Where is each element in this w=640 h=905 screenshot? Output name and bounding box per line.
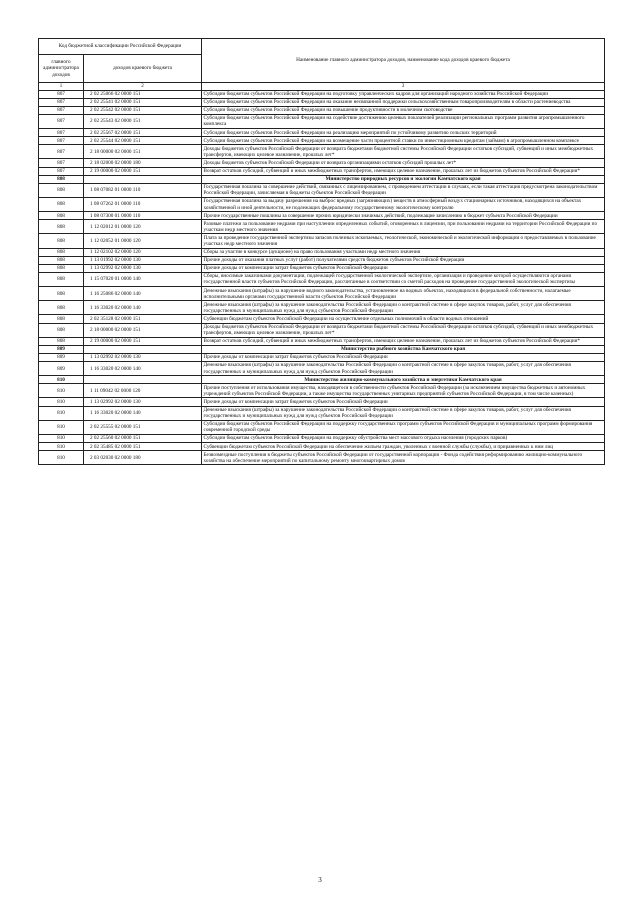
revenue-name-cell: Денежные взыскания (штрафы) за нарушение законодательства Российской Федерации о контрактной системе в сфере закупок товаров, работ, услуг для обеспечения государственных и муниципальных нужд для нужд субъектов Российской Федерации — [202, 301, 605, 315]
admin-code-cell: 808 — [39, 256, 84, 264]
admin-code-cell: 808 — [39, 220, 84, 234]
revenue-code-cell: 1 13 02992 02 0000 130 — [84, 398, 202, 406]
revenue-name-cell: Субсидии бюджетам субъектов Российской Федерации на повышение продуктивности в молочном скотоводстве — [202, 106, 605, 114]
revenue-code-cell: 1 13 02992 02 0000 130 — [84, 353, 202, 361]
admin-code-cell: 807 — [39, 114, 84, 128]
revenue-code-cell: 1 12 02052 01 0000 120 — [84, 234, 202, 248]
revenue-code-cell: 2 18 00000 02 0000 151 — [84, 323, 202, 337]
admin-code-cell: 808 — [39, 234, 84, 248]
revenue-code-cell: 2 03 02030 02 0000 180 — [84, 451, 202, 465]
table-row — [39, 106, 605, 114]
table-row — [39, 159, 605, 167]
admin-code-cell: 807 — [39, 167, 84, 175]
revenue-code-cell: 1 12 02102 02 0000 120 — [84, 248, 202, 256]
table-row — [39, 398, 605, 406]
revenue-name-cell: Прочие поступления от использования имущества, находящегося в собственности субъектов Российской Федерации (за исключением имущества бюджетных и автономных учреждений субъектов Российской Федерации, а также имущества государственных унитарных предприятий субъектов Российской Федерации, в том числе казенных) — [202, 384, 605, 398]
header-code-column: доходов краевого бюджета — [84, 55, 202, 83]
table-row — [39, 420, 605, 434]
revenue-name-cell: Субсидии бюджетам субъектов Российской Федерации на возмещение части процентной ставки по инвестиционным кредитам (займам) в агропромышленном комплексе — [202, 137, 605, 145]
revenue-name-cell: Плата за проведение государственной экспертизы запасов полезных ископаемых, геологической, экономической и экологической информации о предоставляемых в пользование участках недр местного значения — [202, 234, 605, 248]
revenue-code-cell: 2 19 00000 02 0000 151 — [84, 167, 202, 175]
admin-code-cell: 808 — [39, 175, 84, 183]
table-row — [39, 264, 605, 272]
table-row — [39, 315, 605, 323]
revenue-code-cell: 1 08 07300 01 0000 110 — [84, 212, 202, 220]
revenue-code-cell: 2 02 25543 02 0000 151 — [84, 114, 202, 128]
revenue-code-cell: 1 11 09042 02 0000 120 — [84, 384, 202, 398]
revenue-name-cell: Прочие доходы от компенсации затрат бюджетов субъектов Российской Федерации — [202, 264, 605, 272]
revenue-code-cell: 2 02 25555 02 0000 151 — [84, 420, 202, 434]
admin-code-cell: 810 — [39, 406, 84, 420]
admin-code-cell: 810 — [39, 451, 84, 465]
admin-code-cell: 807 — [39, 145, 84, 159]
table-row — [39, 451, 605, 465]
table-row — [39, 361, 605, 375]
revenue-name-cell: Субсидии бюджетам субъектов Российской Федерации на реализацию мероприятий по устойчивому развитию сельских территорий — [202, 129, 605, 137]
revenue-code-cell — [84, 376, 202, 384]
table-row — [39, 443, 605, 451]
table-row — [39, 301, 605, 315]
revenue-name-cell: Государственная пошлина за выдачу разрешения на выброс вредных (загрязняющих) веществ в атмосферный воздух стационарных источников, находящихся на объектах хозяйственной и иной деятельности, не подлежащих федеральному государственному экологическому контролю — [202, 197, 605, 211]
table-row — [39, 197, 605, 211]
revenue-name-cell: Субвенции бюджетам субъектов Российской Федерации на обеспечение жильем граждан, уволенных с военной службы (службы), и приравненных к ним лиц — [202, 443, 605, 451]
table-row — [39, 145, 605, 159]
revenue-name-cell: Прочие доходы от компенсации затрат бюджетов субъектов Российской Федерации — [202, 353, 605, 361]
admin-code-cell: 808 — [39, 183, 84, 197]
revenue-code-cell: 1 12 02012 01 0000 120 — [84, 220, 202, 234]
page-number: 3 — [318, 876, 322, 884]
admin-code-cell: 810 — [39, 443, 84, 451]
admin-code-cell: 807 — [39, 129, 84, 137]
revenue-code-cell: 1 08 07262 01 0000 110 — [84, 197, 202, 211]
admin-code-cell: 809 — [39, 345, 84, 353]
header-group-title: Код бюджетной классификации Российской Федерации — [39, 39, 202, 55]
header-name-column: Наименование главного администратора доходов, наименование кода доходов краевого бюджета — [202, 39, 605, 83]
table-row — [39, 256, 605, 264]
revenue-name-cell: Доходы бюджетов субъектов Российской Федерации от возврата бюджетами бюджетной системы Российской Федерации остатков субсидий, субвенций и иных межбюджетных трансфертов, имеющих целевое назначение, прошлых лет* — [202, 145, 605, 159]
table-row — [39, 220, 605, 234]
admin-code-cell: 808 — [39, 197, 84, 211]
revenue-code-cell: 2 02 25560 02 0000 151 — [84, 434, 202, 442]
column-number-3: 3 — [202, 83, 605, 91]
table-row — [39, 212, 605, 220]
table-row — [39, 234, 605, 248]
section-title-cell: Министерство природных ресурсов и экологии Камчатского края — [202, 175, 605, 183]
revenue-name-cell: Субвенции бюджетам субъектов Российской Федерации на осуществление отдельных полномочий в области водных отношений — [202, 315, 605, 323]
admin-code-cell: 808 — [39, 264, 84, 272]
revenue-code-cell: 2 18 00000 02 0000 151 — [84, 145, 202, 159]
revenue-code-cell: 2 02 25541 02 0000 151 — [84, 98, 202, 106]
table-row — [39, 406, 605, 420]
revenue-code-cell: 1 13 02992 02 0000 130 — [84, 264, 202, 272]
table-row — [39, 272, 605, 286]
table-row — [39, 287, 605, 301]
admin-code-cell: 808 — [39, 315, 84, 323]
admin-code-cell: 808 — [39, 301, 84, 315]
revenue-name-cell: Государственная пошлина за совершение действий, связанных с лицензированием, с проведением аттестации в случаях, если такая аттестация предусмотрена законодательством Российской Федерации, зачисляемая в бюджеты субъектов Российской Федерации — [202, 183, 605, 197]
table-body — [39, 90, 605, 465]
table-row — [39, 98, 605, 106]
admin-code-cell: 808 — [39, 337, 84, 345]
admin-code-cell: 810 — [39, 376, 84, 384]
admin-code-cell: 808 — [39, 272, 84, 286]
admin-code-cell: 808 — [39, 248, 84, 256]
table-row — [39, 434, 605, 442]
table-row — [39, 183, 605, 197]
revenue-name-cell: Денежные взыскания (штрафы) за нарушение водного законодательства, установленное на водных объектах, находящихся в федеральной собственности, налагаемые исполнительными органами государственной власти субъектов Российской Федерации — [202, 287, 605, 301]
revenue-name-cell: Возврат остатков субсидий, субвенций и иных межбюджетных трансфертов, имеющих целевое назначение, прошлых лет из бюджетов субъектов Российской Федерации* — [202, 337, 605, 345]
revenue-code-cell: 2 02 35485 02 0000 151 — [84, 443, 202, 451]
table-row — [39, 384, 605, 398]
admin-code-cell: 809 — [39, 353, 84, 361]
revenue-name-cell: Денежные взыскания (штрафы) за нарушение законодательства Российской Федерации о контрактной системе в сфере закупок товаров, работ, услуг для обеспечения государственных и муниципальных нужд для нужд субъектов Российской Федерации — [202, 361, 605, 375]
revenue-name-cell: Субсидии бюджетам субъектов Российской Федерации на содействие достижению целевых показателей реализации региональных программ развития агропромышленного комплекса — [202, 114, 605, 128]
revenue-name-cell: Субсидии бюджетам субъектов Российской Федерации на оказание несвязанной поддержки сельскохозяйственным товаропроизводителям в области растениеводства — [202, 98, 605, 106]
revenue-code-cell: 2 02 25542 02 0000 151 — [84, 106, 202, 114]
revenue-name-cell: Сборы за участие в конкурсе (аукционе) на право пользования участками недр местного значения — [202, 248, 605, 256]
admin-code-cell: 808 — [39, 323, 84, 337]
admin-code-cell: 808 — [39, 212, 84, 220]
revenue-name-cell: Сборы, вносимые заказчиками документации, подлежащей государственной экологической экспертизе, организация и проведение которой осуществляются органами государственной власти субъектов Российской Федерации, рассчитанные в соответствии со сметой расходов на проведение государственной экологической экспертизы — [202, 272, 605, 286]
table-row — [39, 353, 605, 361]
revenue-name-cell: Прочие государственные пошлины за совершение прочих юридически значимых действий, подлежащие зачислению в бюджет субъекта Российской Федерации — [202, 212, 605, 220]
header-admin-column: главного администратора доходов — [39, 55, 84, 83]
revenue-code-cell: 2 19 00000 02 0000 151 — [84, 337, 202, 345]
revenue-name-cell: Доходы бюджетов субъектов Российской Федерации от возврата организациями остатков субсидий прошлых лет* — [202, 159, 605, 167]
revenue-code-cell: 1 16 33020 02 0000 140 — [84, 406, 202, 420]
document-sheet — [38, 38, 604, 465]
admin-code-cell: 810 — [39, 434, 84, 442]
admin-code-cell: 807 — [39, 159, 84, 167]
section-title-cell: Министерство рыбного хозяйства Камчатского края — [202, 345, 605, 353]
revenue-name-cell: Безвозмездные поступления в бюджеты субъектов Российской Федерации от государственной корпорации - Фонда содействия реформированию жилищно-коммунального хозяйства на обеспечение мероприятий по капитальному ремонту многоквартирных домов — [202, 451, 605, 465]
revenue-code-cell: 2 02 25567 02 0000 151 — [84, 129, 202, 137]
table-row — [39, 323, 605, 337]
admin-code-cell: 810 — [39, 384, 84, 398]
table-row — [39, 129, 605, 137]
revenue-code-cell: 1 16 33020 02 0000 140 — [84, 361, 202, 375]
revenue-name-cell: Прочие доходы от компенсации затрат бюджетов субъектов Российской Федерации — [202, 398, 605, 406]
revenue-code-cell: 1 16 25086 02 0000 140 — [84, 287, 202, 301]
revenue-code-cell: 2 02 35128 02 0000 151 — [84, 315, 202, 323]
revenue-name-cell: Субсидии бюджетам субъектов Российской Федерации на подготовку управленческих кадров для организаций народного хозяйства Российской Федерации — [202, 90, 605, 98]
admin-code-cell: 807 — [39, 90, 84, 98]
revenue-code-cell: 1 16 33020 02 0000 140 — [84, 301, 202, 315]
revenue-code-cell: 1 13 01992 02 0000 130 — [84, 256, 202, 264]
revenue-code-cell: 1 15 07020 01 0000 140 — [84, 272, 202, 286]
revenue-code-cell: 2 02 25544 02 0000 151 — [84, 137, 202, 145]
column-number-2: 2 — [84, 83, 202, 91]
table-row — [39, 90, 605, 98]
revenue-code-cell — [84, 345, 202, 353]
revenue-name-cell: Прочие доходы от оказания платных услуг (работ) получателями средств бюджетов субъектов Российской Федерации — [202, 256, 605, 264]
revenue-code-cell: 1 08 07082 01 0000 110 — [84, 183, 202, 197]
table-row — [39, 167, 605, 175]
admin-code-cell: 807 — [39, 137, 84, 145]
revenue-name-cell: Денежные взыскания (штрафы) за нарушение законодательства Российской Федерации о контрактной системе в сфере закупок товаров, работ, услуг для обеспечения государственных и муниципальных нужд для нужд субъектов Российской Федерации — [202, 406, 605, 420]
revenue-name-cell: Субсидии бюджетам субъектов Российской Федерации на поддержку обустройства мест массового отдыха населения (городских парков) — [202, 434, 605, 442]
revenue-name-cell: Субсидии бюджетам субъектов Российской Федерации на поддержку государственных программ субъектов Российской Федерации и муниципальных программ формирования современной городской среды — [202, 420, 605, 434]
section-row — [39, 376, 605, 384]
section-row — [39, 175, 605, 183]
table-row — [39, 114, 605, 128]
section-title-cell: Министерство жилищно-коммунального хозяйства и энергетики Камчатского края — [202, 376, 605, 384]
admin-code-cell: 810 — [39, 420, 84, 434]
admin-code-cell: 807 — [39, 106, 84, 114]
revenue-code-cell — [84, 175, 202, 183]
column-number-1: 1 — [39, 83, 84, 91]
table-row — [39, 248, 605, 256]
table-row — [39, 337, 605, 345]
revenue-name-cell: Доходы бюджетов субъектов Российской Федерации от возврата бюджетами бюджетной системы Российской Федерации остатков субсидий, субвенций и иных межбюджетных трансфертов, имеющих целевое назначение, прошлых лет* — [202, 323, 605, 337]
admin-code-cell: 809 — [39, 361, 84, 375]
admin-code-cell: 810 — [39, 398, 84, 406]
section-row — [39, 345, 605, 353]
admin-code-cell: 808 — [39, 287, 84, 301]
revenue-code-cell: 2 18 02000 02 0000 180 — [84, 159, 202, 167]
table-row — [39, 137, 605, 145]
revenue-name-cell: Возврат остатков субсидий, субвенций и иных межбюджетных трансфертов, имеющих целевое назначение, прошлых лет из бюджетов субъектов Российской Федерации* — [202, 167, 605, 175]
revenue-codes-table — [38, 38, 605, 465]
admin-code-cell: 807 — [39, 98, 84, 106]
revenue-name-cell: Разовые платежи за пользование недрами при наступлении определенных событий, оговоренных в лицензии, при пользовании недрами на территории Российской Федерации по участкам недр местного значения — [202, 220, 605, 234]
revenue-code-cell: 2 02 25066 02 0000 151 — [84, 90, 202, 98]
